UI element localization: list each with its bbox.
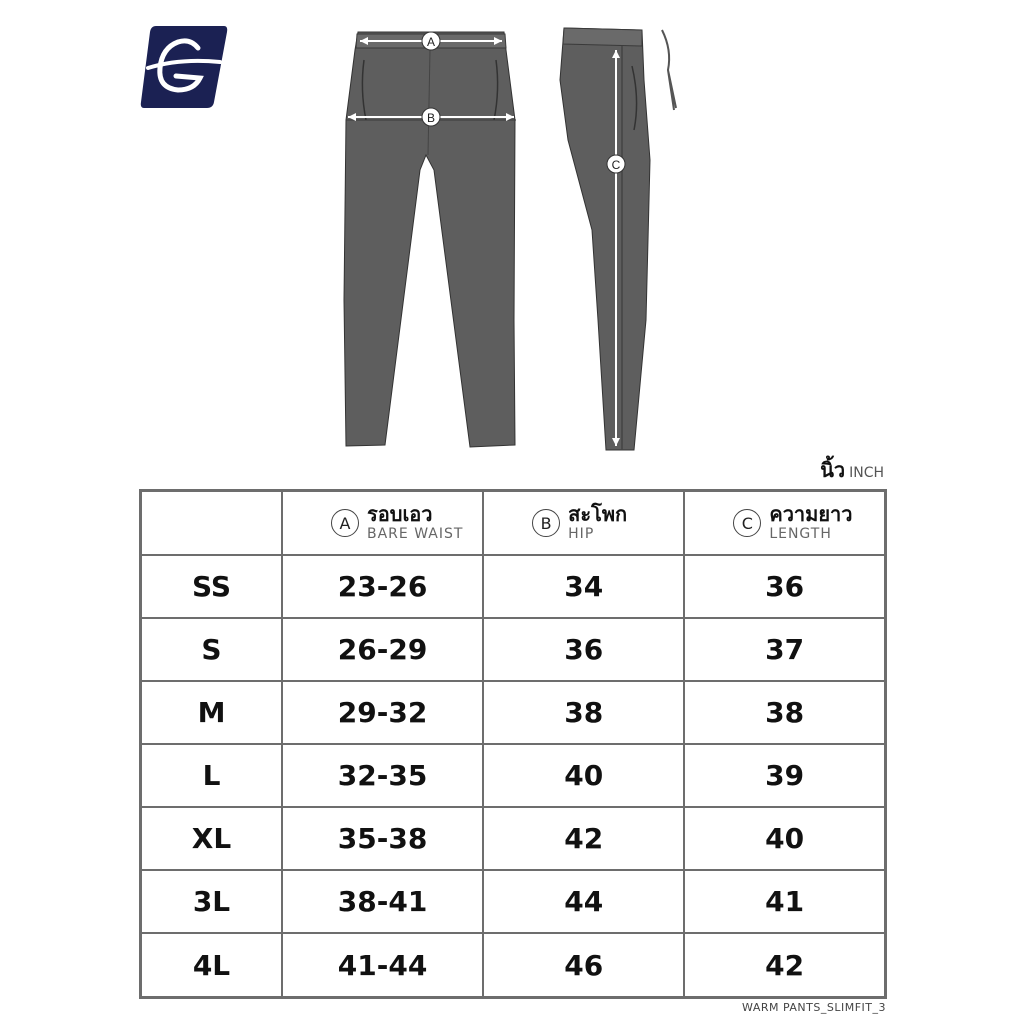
hip-value: 40 <box>483 744 684 807</box>
pants-front-view <box>344 32 516 447</box>
length-value: 37 <box>684 618 885 681</box>
letter-c-badge: C <box>733 509 761 537</box>
header-length-english: LENGTH <box>769 526 832 542</box>
size-label: XL <box>141 807 283 870</box>
unit-english: INCH <box>849 465 884 481</box>
size-label: L <box>141 744 283 807</box>
size-chart-table <box>139 489 887 999</box>
table-row <box>141 681 886 744</box>
unit-label <box>760 454 884 486</box>
letter-a-badge: A <box>331 509 359 537</box>
header-hip-english: HIP <box>568 526 595 542</box>
table-header-row <box>141 491 886 556</box>
waist-value: 35-38 <box>282 807 483 870</box>
length-value: 36 <box>684 555 885 618</box>
length-value: 40 <box>684 807 885 870</box>
table-row <box>141 807 886 870</box>
header-hip-thai: สะโพก <box>568 502 628 526</box>
length-value: 42 <box>684 933 885 997</box>
size-label: S <box>141 618 283 681</box>
waist-value: 32-35 <box>282 744 483 807</box>
hip-value: 42 <box>483 807 684 870</box>
header-length-thai: ความยาว <box>769 502 853 526</box>
waist-value: 41-44 <box>282 933 483 997</box>
hip-value: 34 <box>483 555 684 618</box>
hip-value: 38 <box>483 681 684 744</box>
size-label: 3L <box>141 870 283 933</box>
table-row <box>141 870 886 933</box>
footer-code: WARM PANTS_SLIMFIT_3 <box>742 1001 886 1014</box>
letter-a: A <box>426 35 436 49</box>
table-row <box>141 933 886 997</box>
brand-logo-icon <box>140 22 228 108</box>
header-waist-thai: รอบเอว <box>367 502 433 526</box>
size-label: SS <box>141 555 283 618</box>
header-empty-cell <box>141 491 283 556</box>
letter-b-badge: B <box>532 509 560 537</box>
waist-value: 26-29 <box>282 618 483 681</box>
length-value: 41 <box>684 870 885 933</box>
hip-value: 46 <box>483 933 684 997</box>
size-label: 4L <box>141 933 283 997</box>
table-row <box>141 618 886 681</box>
size-label: M <box>141 681 283 744</box>
length-value: 38 <box>684 681 885 744</box>
header-hip <box>483 491 684 556</box>
hip-value: 44 <box>483 870 684 933</box>
hip-value: 36 <box>483 618 684 681</box>
waist-value: 29-32 <box>282 681 483 744</box>
pants-diagram <box>330 20 700 460</box>
header-waist <box>282 491 483 556</box>
waist-value: 38-41 <box>282 870 483 933</box>
length-value: 39 <box>684 744 885 807</box>
waist-value: 23-26 <box>282 555 483 618</box>
table-row <box>141 555 886 618</box>
header-waist-english: BARE WAIST <box>367 526 464 542</box>
pants-side-view <box>560 28 676 450</box>
unit-thai: นิ้ว <box>820 458 846 482</box>
header-length <box>684 491 885 556</box>
letter-b: B <box>426 111 436 125</box>
table-row <box>141 744 886 807</box>
letter-c: C <box>611 158 621 172</box>
